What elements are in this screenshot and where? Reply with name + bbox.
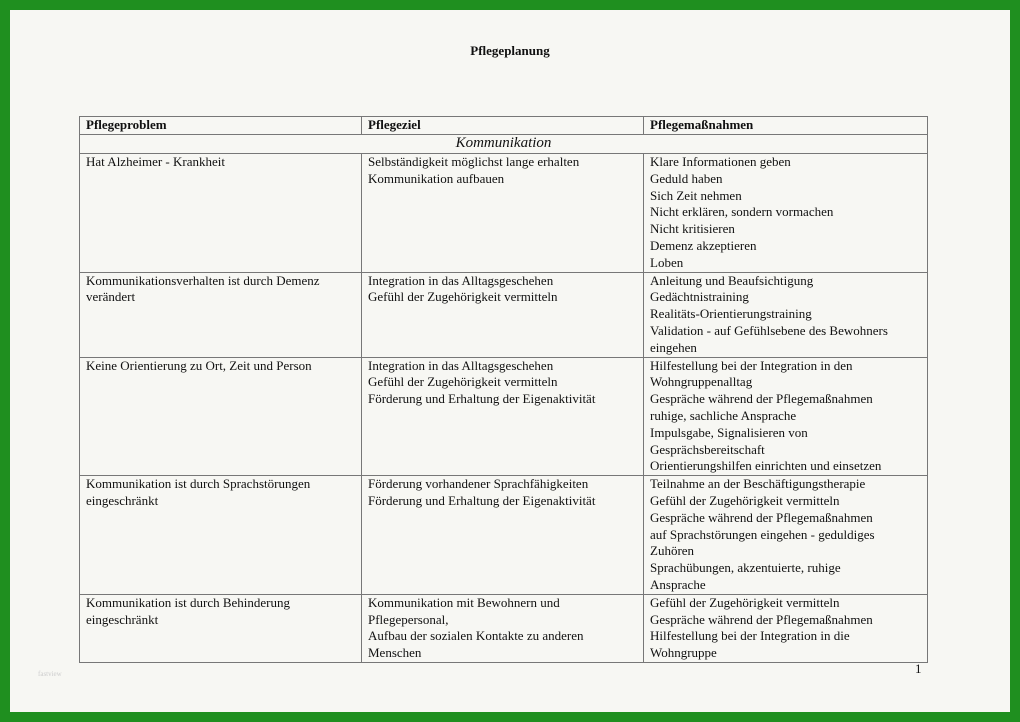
cell-line: Zuhören: [650, 543, 695, 559]
cell-line: Integration in das Alltagsgeschehen: [368, 357, 554, 373]
ziel-cell: [362, 154, 644, 273]
cell-line: Anleitung und Beaufsichtigung: [650, 272, 814, 288]
cell-line: Hilfestellung bei der Integration in die: [650, 628, 850, 644]
cell-line: auf Sprachstörungen eingehen - geduldiges: [650, 526, 875, 542]
table-row: [80, 272, 928, 357]
cell-line: Wohngruppe: [650, 645, 717, 661]
cell-line: Förderung und Erhaltung der Eigenaktivität: [368, 492, 596, 508]
cell-line: Selbständigkeit möglichst lange erhalten: [368, 154, 580, 169]
cell-line: Pflegepersonal,: [368, 611, 449, 627]
problem-cell: [80, 357, 362, 476]
document-page: [10, 10, 1010, 712]
cell-line: eingeschränkt: [86, 611, 159, 627]
cell-line: Loben: [650, 254, 684, 270]
massnahmen-cell: [644, 476, 928, 595]
cell-line: Keine Orientierung zu Ort, Zeit und Person: [86, 357, 312, 373]
ziel-cell: [362, 594, 644, 662]
cell-line: Geduld haben: [650, 170, 723, 186]
ziel-cell: [362, 272, 644, 357]
table-row: [80, 357, 928, 476]
cell-line: Kommunikation mit Bewohnern und: [368, 594, 560, 610]
table-row: [80, 594, 928, 662]
document-title: Pflegeplanung: [470, 43, 550, 58]
cell-line: Kommunikationsverhalten ist durch Demenz: [86, 272, 320, 288]
cell-line: Kommunikation ist durch Behinderung: [86, 594, 291, 610]
cell-line: Orientierungshilfen einrichten und einsetzen: [650, 458, 882, 474]
massnahmen-cell: [644, 357, 928, 476]
cell-line: Hilfestellung bei der Integration in den: [650, 357, 853, 373]
cell-line: Kommunikation ist durch Sprachstörungen: [86, 476, 311, 492]
cell-line: Gefühl der Zugehörigkeit vermitteln: [650, 492, 840, 508]
cell-line: Gefühl der Zugehörigkeit vermitteln: [650, 594, 840, 610]
cell-line: Nicht kritisieren: [650, 221, 735, 237]
cell-line: Gefühl der Zugehörigkeit vermitteln: [368, 289, 558, 305]
cell-line: Nicht erklären, sondern vormachen: [650, 204, 834, 220]
cell-line: Klare Informationen geben: [650, 154, 791, 169]
cell-line: Kommunikation aufbauen: [368, 170, 505, 186]
cell-line: Demenz akzeptieren: [650, 237, 757, 253]
cell-line: Validation - auf Gefühlsebene des Bewohners: [650, 322, 888, 338]
massnahmen-cell: [644, 272, 928, 357]
section-row: [80, 135, 928, 154]
cell-line: verändert: [86, 289, 136, 305]
cell-line: Ansprache: [650, 576, 706, 592]
page-number: 1: [915, 661, 922, 676]
table-row: [80, 154, 928, 273]
section-title: Kommunikation: [80, 135, 928, 154]
cell-line: Gespräche während der Pflegemaßnahmen: [650, 509, 873, 525]
cell-line: Gespräche während der Pflegemaßnahmen: [650, 611, 873, 627]
problem-cell: [80, 272, 362, 357]
cell-line: Hat Alzheimer - Krankheit: [86, 154, 225, 169]
table-header-row: [80, 117, 928, 135]
ziel-cell: [362, 357, 644, 476]
cell-line: Förderung und Erhaltung der Eigenaktivität: [368, 391, 596, 407]
cell-line: Gedächtnistraining: [650, 289, 749, 305]
header-pflegeproblem: Pflegeproblem: [80, 117, 362, 135]
massnahmen-cell: [644, 154, 928, 273]
massnahmen-cell: [644, 594, 928, 662]
cell-line: Impulsgabe, Signalisieren von: [650, 424, 808, 440]
problem-cell: [80, 594, 362, 662]
cell-line: Wohngruppenalltag: [650, 374, 753, 390]
cell-line: eingehen: [650, 339, 697, 355]
cell-line: Aufbau der sozialen Kontakte zu anderen: [368, 628, 584, 644]
cell-line: Sprachübungen, akzentuierte, ruhige: [650, 560, 841, 576]
cell-line: Menschen: [368, 645, 422, 661]
header-pflegeziel: Pflegeziel: [362, 117, 644, 135]
cell-line: Gesprächsbereitschaft: [650, 441, 765, 457]
cell-line: eingeschränkt: [86, 492, 159, 508]
watermark-text: fastview: [38, 670, 62, 678]
ziel-cell: [362, 476, 644, 595]
cell-line: Förderung vorhandener Sprachfähigkeiten: [368, 476, 589, 492]
cell-line: Gespräche während der Pflegemaßnahmen: [650, 391, 873, 407]
cell-line: Gefühl der Zugehörigkeit vermitteln: [368, 374, 558, 390]
cell-line: Integration in das Alltagsgeschehen: [368, 272, 554, 288]
cell-line: Realitäts-Orientierungstraining: [650, 306, 812, 322]
cell-line: Teilnahme an der Beschäftigungstherapie: [650, 476, 866, 492]
problem-cell: [80, 476, 362, 595]
header-pflegemassnahmen: Pflegemaßnahmen: [644, 117, 928, 135]
care-plan-table: [79, 116, 928, 663]
cell-line: Sich Zeit nehmen: [650, 187, 742, 203]
table-row: [80, 476, 928, 595]
problem-cell: [80, 154, 362, 273]
cell-line: ruhige, sachliche Ansprache: [650, 407, 797, 423]
